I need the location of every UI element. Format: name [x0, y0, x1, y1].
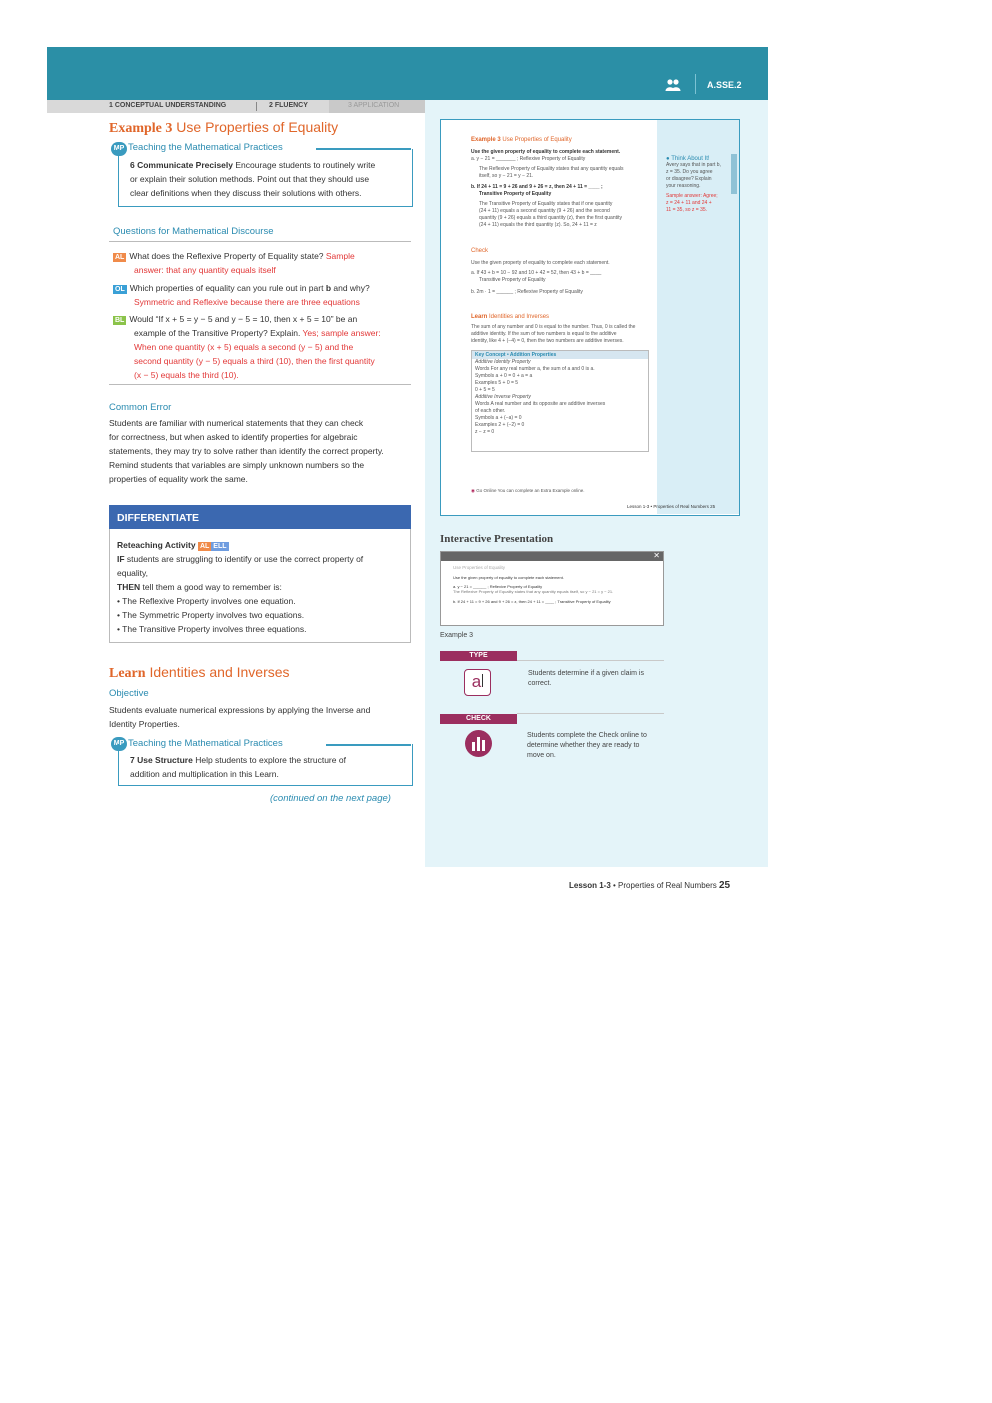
- bl-tag: BL: [115, 317, 125, 324]
- book-example-body: Use the given property of equality to complete each statement. a. y − 21 = _______ ; Reflexive Property of Equality The Reflexive Property of Equality states that any quantity equals itself, so y − 21 = y − 21. b. If 24 + 11 = 9 + 26 and 9 + 26 = z, then 24 + 11 = ____ ; Transitive Property of Equality The Transitive Property of Equality states that if one quantity (24 + 11) equals a second quantity (9 + 26) and the second quantity (9 + 26) equals a third quantity (z), then the first quantity (24 + 11) equals the third quantity (z). So, 24 + 11 = z: [471, 149, 624, 228]
- check-description: Students complete the Check online to determine whether they are ready to move on.: [527, 732, 647, 759]
- objective-title: Objective: [109, 688, 149, 699]
- tab-fluency: 2 FLUENCY: [269, 102, 308, 109]
- interactive-presentation-title: Interactive Presentation: [440, 533, 554, 545]
- learn-label: Learn: [109, 666, 146, 681]
- student-page-thumbnail: [440, 119, 740, 516]
- ol-tag: OL: [115, 286, 125, 293]
- check-label: CHECK: [440, 714, 517, 724]
- tab-conceptual: 1 CONCEPTUAL UNDERSTANDING: [109, 102, 227, 109]
- example-heading: [109, 119, 338, 137]
- book-page-footer: Lesson 1-3 • Properties of Real Numbers 25: [627, 504, 716, 509]
- type-icon: a: [464, 669, 491, 696]
- mp-badge-icon: MP: [111, 737, 127, 751]
- learn-title: Identities and Inverses: [149, 664, 290, 680]
- example-title: Use Properties of Equality: [176, 119, 339, 135]
- lesson-tabs: [47, 100, 425, 113]
- mp-badge-icon: MP: [111, 142, 127, 156]
- think-icon: ● Think About It!: [666, 156, 710, 162]
- objective-text: Students evaluate numerical expressions by applying the Inverse and Identity Properties.: [109, 705, 371, 729]
- book-example-heading: Example 3 Use Properties of Equality: [471, 137, 572, 143]
- discourse-title: Questions for Mathematical Discourse: [113, 226, 274, 237]
- go-online-note: ◉ Go Online You can complete an Extra Example online.: [471, 488, 585, 493]
- al-tag: AL: [115, 254, 125, 261]
- common-error-title: Common Error: [109, 402, 172, 413]
- al-tag: AL: [199, 543, 210, 550]
- standard-code: A.SSE.2: [707, 80, 742, 90]
- thumbnail-caption: Example 3: [440, 632, 474, 639]
- discourse-q2: OL Which properties of equality can you rule out in part b and why? Symmetric and Reflexive because there are three equations: [115, 283, 370, 307]
- close-icon[interactable]: ✕: [653, 551, 660, 560]
- differentiate-text: Reteaching Activity AL ELL IF students are struggling to identify or use the correct property of equality, THEN tell them a good way to remember is: • The Reflexive Property involves one equation. • The Symmetric Property involves two equations. • The Transitive Property involves three equations.: [117, 540, 364, 634]
- scrollbar[interactable]: [731, 154, 737, 194]
- type-description: Students determine if a given claim is correct.: [528, 670, 644, 687]
- key-concept-table: Key Concept • Addition Properties Additive Identity Property Words For any real number a, the sum of a and 0 is a. Symbols a + 0 = 0 + a = a Examples 5 + 0 = 5 0 + 5 = 5 Additive Inverse Property Words A real number and its opposite are additive inverses of each other. Symbols a + (−a) = 0 Examples 2 + (−2) = 0 z − z = 0: [471, 350, 649, 452]
- header-bar: [47, 47, 768, 100]
- mp-title: Teaching the Mathematical Practices: [128, 738, 283, 749]
- learn-heading: [109, 664, 290, 682]
- example-label: Example 3: [109, 121, 173, 136]
- discourse-q3: BL Would “If x + 5 = y − 5 and y − 5 = 10, then x + 5 = 10” be an example of the Transitive Property? Explain. Yes; sample answer: When one quantity (x + 5) equals a second (y − 5) and the second quantity (y − 5) equals a third (10), then the first quantity (x − 5) equals the third (10).: [115, 314, 381, 380]
- type-label: TYPE: [440, 651, 517, 661]
- students-icon: [665, 78, 681, 92]
- ell-tag: ELL: [213, 543, 227, 550]
- mp-text: 6 Communicate Precisely Encourage students to routinely write or explain their solution methods. Point out that they should use clear definitions when they discuss their solutions with others.: [130, 160, 376, 198]
- page-footer: Lesson 1-3 • Properties of Real Numbers 25: [569, 880, 731, 891]
- presentation-thumbnail[interactable]: ✕ Use Properties of Equality Use the given property of equality to complete each statement. a. y − 21 = ______ ; Reflexive Property of Equality The Reflexive Property of Equality states that any quantity equals itself, so y − 21 = y − 21. b. If 24 + 11 = 9 + 26 and 9 + 26 = z, then 24 + 11 = ____ ; Transitive Property of Equality: [440, 551, 664, 626]
- book-check-title: Check: [471, 248, 489, 254]
- common-error-text: Students are familiar with numerical statements that they can check for correctness, but when asked to identify properties for algebraic statements, they may try to solve rather than identify the correct property. Remind students that variables are simply unknown numbers so the properties of equality work the same.: [109, 418, 384, 484]
- differentiate-heading: DIFFERENTIATE: [109, 505, 411, 529]
- continued-note: (continued on the next page): [270, 793, 391, 804]
- discourse-q1: AL What does the Reflexive Property of Equality state? Sample answer: that any quantity equals itself: [115, 251, 355, 275]
- book-learn-heading: Learn Identities and Inverses: [471, 314, 550, 320]
- book-learn-body: The sum of any number and 0 is equal to the number. Thus, 0 is called the additive identity. If the sum of two numbers is equal to the additive identity, like 4 + (−4) = 0, then the two numbers are additive inverses.: [471, 324, 636, 344]
- check-chart-icon: [465, 730, 492, 757]
- think-about-it: ● Think About It! Avery says that in part b, z = 35. Do you agree or disagree? Explain your reasoning. Sample answer: Agree; z = 24 + 11 and 24 + 11 = 35, so z = 35.: [666, 156, 731, 214]
- book-check-body: Use the given property of equality to complete each statement. a. If 43 + b = 10 − 92 and 10 + 42 = 52, then 43 + b = ____ Transitive Property of Equality b. 2m · 1 = ______ ; Reflexive Property of Equality: [471, 260, 610, 295]
- mp-title: Teaching the Mathematical Practices: [128, 142, 283, 153]
- tab-application: 3 APPLICATION: [348, 102, 400, 109]
- mp-text: 7 Use Structure Help students to explore the structure of addition and multiplication in this Learn.: [130, 755, 346, 779]
